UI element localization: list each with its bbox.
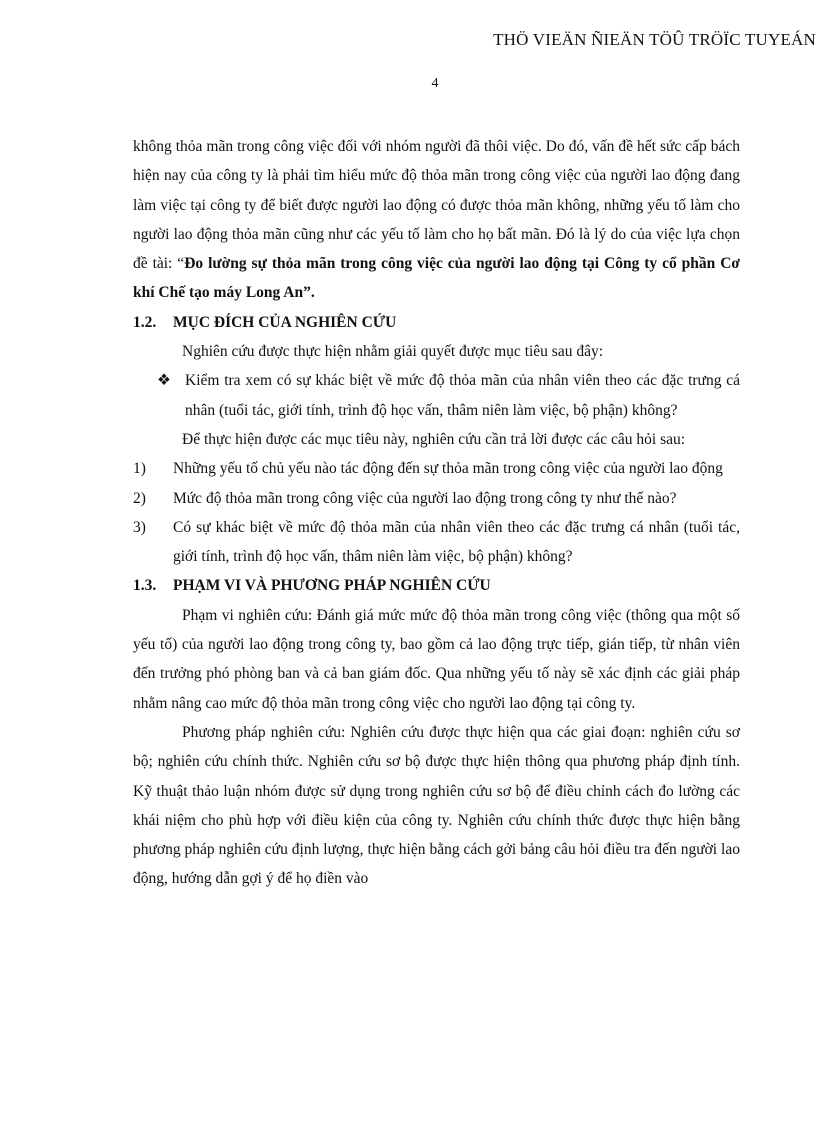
paragraph-objective: Nghiên cứu được thực hiện nhằm giải quyết được mục tiêu sau đây: (182, 343, 604, 361)
section-number: 1.3. (133, 577, 157, 595)
paragraph-scope: Phạm vi nghiên cứu: Đánh giá mức mức độ thỏa mãn trong công việc (thông qua một số yếu tố) của người lao động trong công ty, bao gồm cả lao động trực tiếp, gián tiếp, từ nhân viên đến trưởng phó phòng ban và cả ban giám đốc. Qua những yếu tố này sẽ xác định các giải pháp nhằm nâng cao mức độ thỏa mãn trong công việc cho người lao động tại công ty. (133, 606, 740, 712)
thesis-title: Đo lường sự thỏa mãn trong công việc của người lao động tại Công ty cổ phần Cơ khí Chế tạo máy Long An”. (133, 255, 741, 302)
paragraph-questions-intro: Để thực hiện được các mục tiêu này, nghiên cứu cần trả lời được các câu hỏi sau: (182, 430, 686, 448)
section-title: PHẠM VI VÀ PHƯƠNG PHÁP NGHIÊN CỨU (173, 577, 491, 595)
paragraph-intro (133, 132, 740, 308)
question-item (133, 513, 740, 572)
diamond-bullet-icon: ❖ (157, 372, 171, 390)
section-heading-1-2 (133, 308, 740, 337)
library-header: THÖ VIEÄN ÑIEÄN TÖÛ TRÖÏC TUYEÁN (493, 30, 816, 49)
question-text: Có sự khác biệt về mức độ thỏa mãn của nhân viên theo các đặc trưng cá nhân (tuổi tác, giới tính, trình độ học vấn, thâm niên làm việc, bộ phận) không? (173, 518, 740, 566)
paragraph-intro-text: không thỏa mãn trong công việc đối với nhóm người đã thôi việc. Do đó, vấn đề hết sức cấp bách hiện nay của công ty là phải tìm hiểu mức độ thỏa mãn trong công việc của người lao động đang làm việc tại công ty để biết được người lao động có được thỏa mãn không, những yếu tố làm cho người lao động thỏa mãn cũng như các yếu tố làm cho họ bất mãn. Đó là lý do của việc lựa chọn đề tài: “ (133, 138, 740, 273)
question-text: Những yếu tố chủ yếu nào tác động đến sự thỏa mãn trong công việc của người lao động (173, 460, 723, 478)
paragraph-method: Phương pháp nghiên cứu: Nghiên cứu được thực hiện qua các giai đoạn: nghiên cứu sơ bộ; nghiên cứu chính thức. Nghiên cứu sơ bộ được thực hiện thông qua phương pháp định tính. Kỹ thuật thảo luận nhóm được sử dụng trong nghiên cứu sơ bộ để điều chỉnh cách đo lường các khái niệm cho phù hợp với điều kiện của công ty. Nghiên cứu chính thức được thực hiện bằng phương pháp nghiên cứu định lượng, thực hiện bằng cách gởi bảng câu hỏi điều tra đến người lao động, hướng dẫn gợi ý để họ điền vào (133, 723, 740, 888)
section-heading-1-3 (133, 571, 740, 600)
bullet-text: Kiểm tra xem có sự khác biệt về mức độ thỏa mãn của nhân viên theo các đặc trưng cá nhân (tuổi tác, giới tính, trình độ học vấn, thâm niên làm việc, bộ phận) không? (185, 372, 740, 419)
bullet-item (133, 366, 740, 425)
question-item (133, 454, 740, 483)
section-number: 1.2. (133, 313, 157, 331)
question-number: 1) (133, 460, 146, 478)
page-number: 4 (431, 76, 439, 91)
question-item (133, 484, 740, 513)
question-text: Mức độ thỏa mãn trong công việc của người lao động trong công ty như thế nào? (173, 489, 677, 507)
document-body (133, 132, 740, 894)
question-number: 3) (133, 518, 146, 536)
question-number: 2) (133, 489, 146, 507)
section-title: MỤC ĐÍCH CỦA NGHIÊN CỨU (173, 313, 397, 331)
